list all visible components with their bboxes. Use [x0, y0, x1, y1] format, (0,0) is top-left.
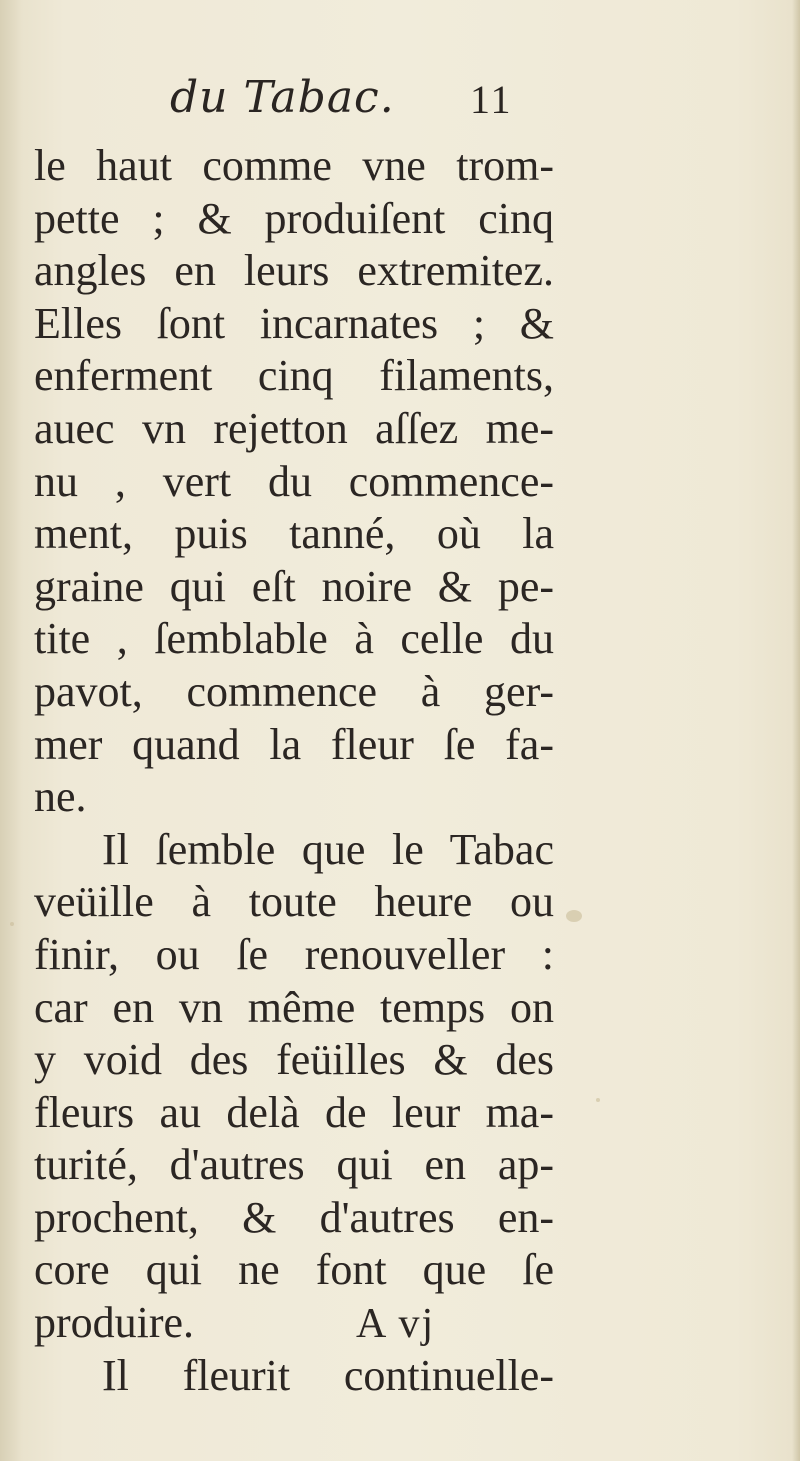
paper-stain [566, 910, 582, 922]
page-header [0, 72, 800, 132]
text-line: angles en leurs extremitez. [34, 246, 554, 296]
text-line: le haut comme vne trom- [34, 141, 554, 190]
text-line: produire. [34, 1298, 195, 1348]
text-line: auec vn rejetton aſſez me- [34, 403, 554, 453]
text-line: y void des feüilles & des [34, 1035, 554, 1085]
text-line: tite , ſemblable à celle du [34, 614, 554, 664]
paper-speck [596, 1098, 600, 1102]
text-line: nu , vert du commence- [34, 456, 554, 506]
text-line: enferment cinq filaments, [34, 351, 554, 401]
text-line: veüille à toute heure ou [34, 877, 554, 927]
text-line: ment, puis tanné, où la [34, 509, 554, 559]
text-line: graine qui eſt noire & pe- [34, 561, 554, 611]
text-line: pavot, commence à ger- [34, 666, 554, 716]
text-line: prochent, & d'autres en- [34, 1192, 554, 1242]
paper-speck [10, 922, 14, 926]
text-line: fleurs au delà de leur ma- [34, 1087, 554, 1137]
body-text [34, 140, 554, 1402]
text-line: finir, ou ſe renouveller : [34, 929, 554, 979]
text-line: Elles ſont incarnates ; & [34, 298, 554, 348]
page-number: 11 [470, 77, 513, 122]
text-line: Il fleurit continuelle- [102, 1350, 554, 1400]
text-line: core qui ne font que ſe [34, 1245, 554, 1295]
text-line: pette ; & produiſent cinq [34, 193, 554, 243]
signature-mark: A vj [356, 1301, 436, 1347]
running-head: du Tabac. [170, 72, 395, 123]
text-line: ne. [34, 772, 87, 822]
page-edge-shadow-left [0, 0, 22, 1461]
text-line: turité, d'autres qui en ap- [34, 1140, 554, 1190]
text-line: mer quand la fleur ſe fa- [34, 719, 554, 769]
page-edge-shadow-right [792, 0, 800, 1461]
text-line: car en vn même temps on [34, 982, 554, 1032]
text-line: Il ſemble que le Tabac [102, 824, 554, 874]
